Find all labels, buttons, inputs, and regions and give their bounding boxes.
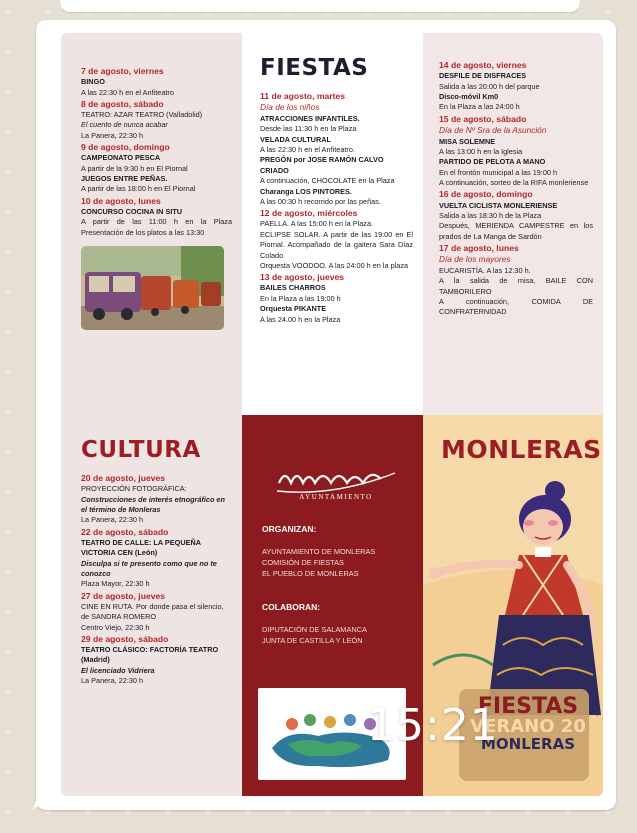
- list-item: AYUNTAMIENTO DE MONLERAS: [262, 547, 376, 557]
- sign-line-1: FIESTAS: [477, 694, 579, 719]
- list-item: JUNTA DE CASTILLA Y LEÓN: [262, 636, 363, 646]
- panel-mid-august: [423, 33, 603, 415]
- event-list: [81, 472, 232, 687]
- event-item: [81, 526, 232, 590]
- event-line: PAELLA. A las 15:00 h en la Plaza.: [260, 219, 374, 229]
- panel-early-august: [61, 33, 242, 415]
- event-date: 8 de agosto, sábado: [81, 98, 164, 109]
- event-line: La Panera, 22:30 h: [81, 676, 144, 686]
- event-line: DESFILE DE DISFRACES: [439, 71, 527, 81]
- message-timestamp: 15:21: [367, 700, 499, 751]
- event-item: [81, 141, 232, 195]
- event-date: 13 de agosto, jueves: [260, 272, 345, 283]
- panel-cultura: [61, 415, 242, 796]
- event-date: 27 de agosto, jueves: [81, 590, 166, 601]
- event-line: ATRACCIONES INFANTILES.: [260, 113, 360, 123]
- event-date: 7 de agosto, viernes: [81, 66, 164, 76]
- event-line: BAILES CHARROS: [260, 283, 326, 293]
- event-line: Orquesta PIKANTE: [260, 304, 327, 314]
- ayuntamiento-logo: [273, 461, 399, 501]
- event-date: 9 de agosto, domingo: [81, 142, 170, 153]
- event-line: Después, MERIENDA CAMPESTRE en los prados de La Manga de Sardón: [439, 221, 593, 241]
- sign-line-2: VERANO 20: [470, 716, 586, 738]
- list-item: DIPUTACIÓN DE SALAMANCA: [262, 625, 367, 635]
- event-line: MISA SOLEMNE: [439, 136, 496, 146]
- event-item: [81, 98, 232, 141]
- event-item: [439, 59, 593, 113]
- event-line: Disculpa si te presento como que no te conozco: [81, 558, 217, 578]
- colaboran-title: COLABORAN:: [262, 602, 321, 613]
- event-item: [81, 472, 232, 526]
- event-date: 10 de agosto, lunes: [81, 195, 161, 206]
- event-line: A continuación, sorteo de la RIFA monleriense: [439, 178, 589, 188]
- svg-text:AYUNTAMIENTO: AYUNTAMIENTO: [298, 493, 373, 501]
- event-line: En la Plaza a las 24:00 h: [439, 102, 520, 112]
- event-line: A continuación, CHOCOLATE en la Plaza: [260, 176, 395, 186]
- event-line: El licenciado Vidriera: [81, 665, 155, 675]
- event-line: A las 24.00 h en la Plaza: [260, 314, 341, 324]
- event-line: Disco-móvil Km0: [439, 91, 499, 101]
- event-line: ECLIPSE SOLAR. A partir de las 19:00 en El Piornal. Acompañado de la gaitera Sara Díaz Colado: [260, 229, 413, 260]
- event-item: [81, 590, 232, 633]
- event-item: [439, 113, 593, 189]
- event-line: Salida a las 20:00 h del parque: [439, 81, 540, 91]
- event-item: [260, 271, 413, 325]
- event-line: VUELTA CICLISTA MONLERIENSE: [439, 200, 558, 210]
- event-line: TEATRO CLÁSICO: FACTORÍA TEATRO (Madrid): [81, 645, 219, 665]
- event-date: 16 de agosto, domingo: [439, 189, 533, 200]
- list-item: EL PUEBLO DE MONLERAS: [262, 568, 359, 578]
- event-item: [260, 207, 413, 271]
- event-line: Orquesta VOODOO. A las 24:00 h en la plaza: [260, 260, 409, 270]
- event-list: [81, 65, 232, 238]
- panel-fiestas: [242, 33, 423, 415]
- event-item: [81, 633, 232, 687]
- event-line: A partir de las 11:00 h en la Plaza Presentación de los platos a las 13:30: [81, 217, 232, 237]
- event-subtitle: Día de los mayores: [439, 254, 511, 265]
- event-line: Construcciones de interés etnográfico en el término de Monleras: [81, 494, 225, 514]
- event-line: CONCURSO COCINA IN SITU: [81, 207, 183, 217]
- event-line: La Panera, 22:30 h: [81, 130, 144, 140]
- previous-message-bubble[interactable]: [60, 0, 580, 12]
- event-line: Plaza Mayor, 22:30 h: [81, 579, 150, 589]
- collaborators-list: [262, 625, 409, 646]
- sign-line-3: MONLERAS: [481, 734, 575, 753]
- event-date: 14 de agosto, viernes: [439, 60, 527, 70]
- organizers-list: [262, 547, 409, 579]
- event-line: Desde las 11:30 h en la Plaza: [260, 124, 357, 134]
- event-line: A la salida de misa, BAILE CON TAMBORILERO: [439, 276, 593, 296]
- event-list: [260, 90, 413, 325]
- event-item: [439, 242, 593, 318]
- event-line: A las 13:00 h en la Iglesia: [439, 146, 523, 156]
- event-line: PARTIDO DE PELOTA A MANO: [439, 157, 546, 167]
- event-line: Salida a las 18:30 h de la Plaza: [439, 210, 542, 220]
- monleras-heading: MONLERAS: [441, 435, 602, 464]
- organizan-title: ORGANIZAN:: [262, 524, 317, 534]
- event-line: En la Plaza a las 19:00 h: [260, 293, 341, 303]
- event-line: A las 22:30 h en el Anfiteatro.: [260, 145, 355, 155]
- event-date: 15 de agosto, sábado: [439, 113, 527, 124]
- list-item: COMISIÓN DE FIESTAS: [262, 557, 344, 567]
- cultura-heading: CULTURA: [81, 437, 201, 463]
- event-line: TEATRO: AZAR TEATRO (Valladolid): [81, 110, 203, 120]
- event-line: BINGO: [81, 77, 105, 87]
- event-date: 17 de agosto, lunes: [439, 243, 519, 254]
- event-date: 20 de agosto, jueves: [81, 473, 166, 483]
- event-line: PROYECCIÓN FOTOGRÁFICA:: [81, 484, 187, 494]
- fiestas-heading: FIESTAS: [260, 55, 369, 81]
- event-line: A continuación, COMIDA DE CONFRATERNIDAD: [439, 297, 593, 317]
- event-date: 11 de agosto, martes: [260, 91, 346, 101]
- event-line: CAMPEONATO PESCA: [81, 153, 161, 163]
- event-line: A partir de las 18:00 h en El Piornal: [81, 184, 196, 194]
- event-line: En el frontón municipal a las 19:00 h: [439, 167, 558, 177]
- event-item: [81, 195, 232, 238]
- bubble-tail-icon: [28, 790, 48, 810]
- event-subtitle: Día de los niños: [260, 102, 320, 113]
- event-date: 12 de agosto, miércoles: [260, 208, 358, 219]
- event-line: PREGÓN por JOSE RAMÓN CALVO CRIADO: [260, 155, 384, 175]
- event-line: Centro Viejo, 22:30 h: [81, 622, 150, 632]
- event-date: 29 de agosto, sábado: [81, 633, 169, 644]
- event-line: EUCARISTÍA. A las 12:30 h.: [439, 266, 531, 276]
- event-line: El cuento de nunca acabar: [81, 120, 168, 130]
- event-line: A las 22:30 h en el Anfiteatro: [81, 87, 174, 97]
- tourist-train-photo: [81, 246, 224, 330]
- event-item: [439, 188, 593, 242]
- event-date: 22 de agosto, sábado: [81, 526, 169, 537]
- festival-poster-image[interactable]: [61, 33, 603, 796]
- event-list: [439, 59, 593, 318]
- event-item: [81, 65, 232, 98]
- event-line: La Panera, 22:30 h: [81, 515, 144, 525]
- event-line: Charanga LOS PINTORES.: [260, 186, 352, 196]
- event-subtitle: Día de Nº Sra de la Asunción: [439, 124, 547, 135]
- event-line: A partir de la 9:30 h en El Piornal: [81, 163, 188, 173]
- event-line: A las 00:30 h recorrido por las peñas.: [260, 196, 381, 206]
- event-item: [260, 90, 413, 207]
- event-line: JUEGOS ENTRE PEÑAS.: [81, 174, 168, 184]
- event-line: VELADA CULTURAL: [260, 134, 331, 144]
- event-line: CINE EN RUTA. Por donde pasa el silencio, de SANDRA ROMERO: [81, 601, 224, 622]
- event-line: TEATRO DE CALLE: LA PEQUEÑA VICTORIA CEN (León): [81, 537, 201, 558]
